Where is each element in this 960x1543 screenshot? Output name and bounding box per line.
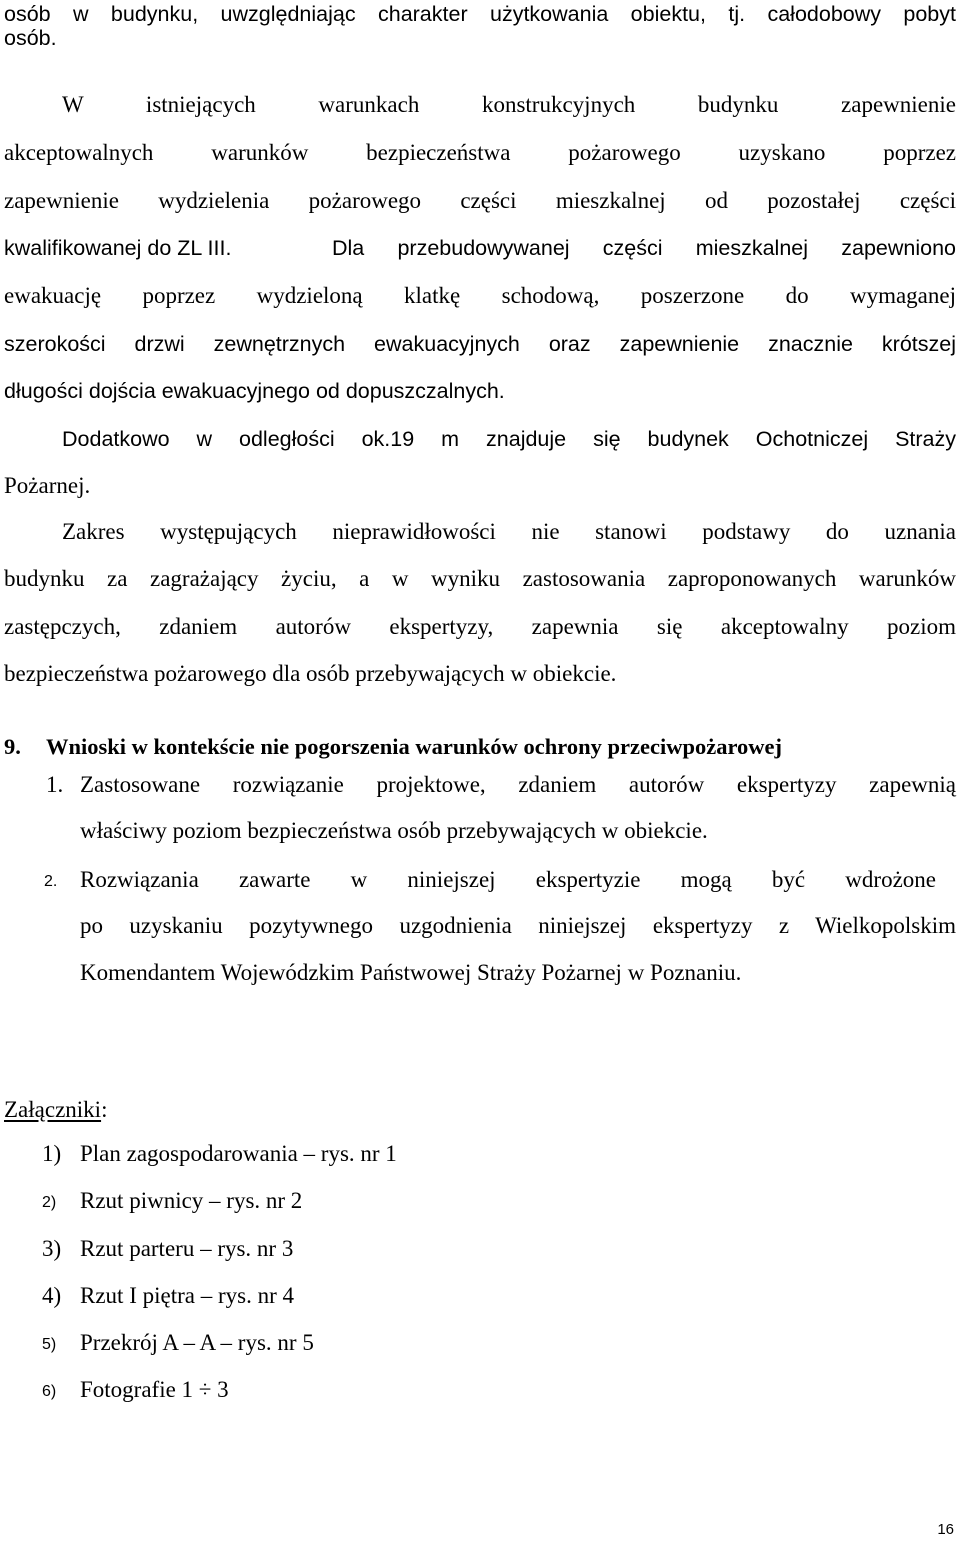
conclusion-line: [80, 959, 956, 987]
text-line: [4, 24, 956, 52]
attachments-heading-colon: :: [101, 1097, 108, 1122]
section-title: Wnioski w kontekście nie pogorszenia warunków ochrony przeciwpożarowej: [46, 734, 783, 759]
attachment-number: 3): [42, 1236, 62, 1261]
text-line-content: zastępczych, zdaniem autorów ekspertyzy, zapewnia się akceptowalny poziom: [4, 614, 956, 639]
conclusion-line: [80, 771, 956, 799]
conclusion-line-content: Komendantem Wojewódzkim Państwowej Straży Pożarnej w Poznaniu.: [80, 960, 742, 985]
attachment-label: Przekrój A – A – rys. nr 5: [80, 1330, 314, 1355]
text-line-content: osób.: [4, 26, 57, 50]
attachment-label: Rzut I piętra – rys. nr 4: [80, 1283, 294, 1308]
text-line: [4, 472, 956, 500]
text-line: [4, 660, 956, 688]
text-line: [332, 234, 956, 262]
text-line-content: osób w budynku, uwzględniając charakter użytkowania obiektu, tj. całodobowy pobyt: [4, 2, 956, 26]
conclusion-number: 1.: [46, 772, 64, 797]
text-line-content: szerokości drzwi zewnętrznych ewakuacyjnych oraz zapewnienie znacznie krótszej: [4, 332, 956, 356]
text-line: [4, 139, 956, 167]
text-line-content: Dodatkowo w odległości ok.19 m znajduje się budynek Ochotniczej Straży: [62, 427, 956, 451]
text-line: [4, 377, 956, 405]
attachment-number: 4): [42, 1283, 62, 1308]
conclusion-line: [80, 912, 956, 940]
text-line-content: W istniejących warunkach konstrukcyjnych budynku zapewnienie: [62, 92, 956, 117]
conclusion-line-content: Rozwiązania zawarte w niniejszej ekspertyzie mogą być wdrożone: [80, 867, 936, 892]
attachments-heading: [4, 1096, 107, 1124]
conclusion-line: [80, 817, 956, 845]
text-line-content: ewakuację poprzez wydzieloną klatkę schodową, poszerzone do wymaganej: [4, 283, 956, 308]
attachment-number: 2): [42, 1194, 57, 1211]
text-line: [62, 425, 956, 453]
conclusion-line: [80, 866, 936, 894]
attachment-label: Rzut piwnicy – rys. nr 2: [80, 1188, 303, 1213]
text-line-content: Dla przebudowywanej części mieszkalnej zapewniono: [332, 236, 956, 260]
attachment-label: Fotografie 1 ÷ 3: [80, 1377, 229, 1402]
text-line: [62, 91, 956, 119]
text-line-content: kwalifikowanej do ZL III.: [4, 236, 232, 260]
conclusion-number: 2.: [44, 873, 58, 890]
attachment-number: 5): [42, 1336, 57, 1353]
conclusion-line-content: po uzyskaniu pozytywnego uzgodnienia niniejszej ekspertyzy z Wielkopolskim: [80, 913, 956, 938]
text-line: [4, 565, 956, 593]
text-line: [4, 187, 956, 215]
section-number: 9.: [4, 734, 21, 759]
attachment-label: Rzut parteru – rys. nr 3: [80, 1236, 294, 1261]
page-number: 16: [937, 1521, 954, 1538]
conclusion-line-content: Zastosowane rozwiązanie projektowe, zdaniem autorów ekspertyzy zapewnią: [80, 772, 956, 797]
text-line-content: akceptowalnych warunków bezpieczeństwa pożarowego uzyskano poprzez: [4, 140, 956, 165]
attachment-number: 6): [42, 1383, 57, 1400]
text-line: [4, 330, 956, 358]
text-line: [4, 613, 956, 641]
attachments-heading-text: Załączniki: [4, 1097, 102, 1122]
text-line-content: Zakres występujących nieprawidłowości nie stanowi podstawy do uznania: [62, 519, 956, 544]
attachment-number: 1): [42, 1141, 62, 1166]
text-line-content: budynku za zagrażający życiu, a w wyniku zastosowania zaproponowanych warunków: [4, 566, 956, 591]
text-line: [62, 518, 956, 546]
text-line: [4, 282, 956, 310]
text-line-content: Pożarnej.: [4, 473, 91, 498]
text-line-content: bezpieczeństwa pożarowego dla osób przebywających w obiekcie.: [4, 661, 617, 686]
attachment-label: Plan zagospodarowania – rys. nr 1: [80, 1141, 397, 1166]
text-line-content: długości dojścia ewakuacyjnego od dopuszczalnych.: [4, 379, 505, 403]
conclusion-line-content: właściwy poziom bezpieczeństwa osób przebywających w obiekcie.: [80, 818, 708, 843]
text-line-content: zapewnienie wydzielenia pożarowego części mieszkalnej od pozostałej części: [4, 188, 956, 213]
